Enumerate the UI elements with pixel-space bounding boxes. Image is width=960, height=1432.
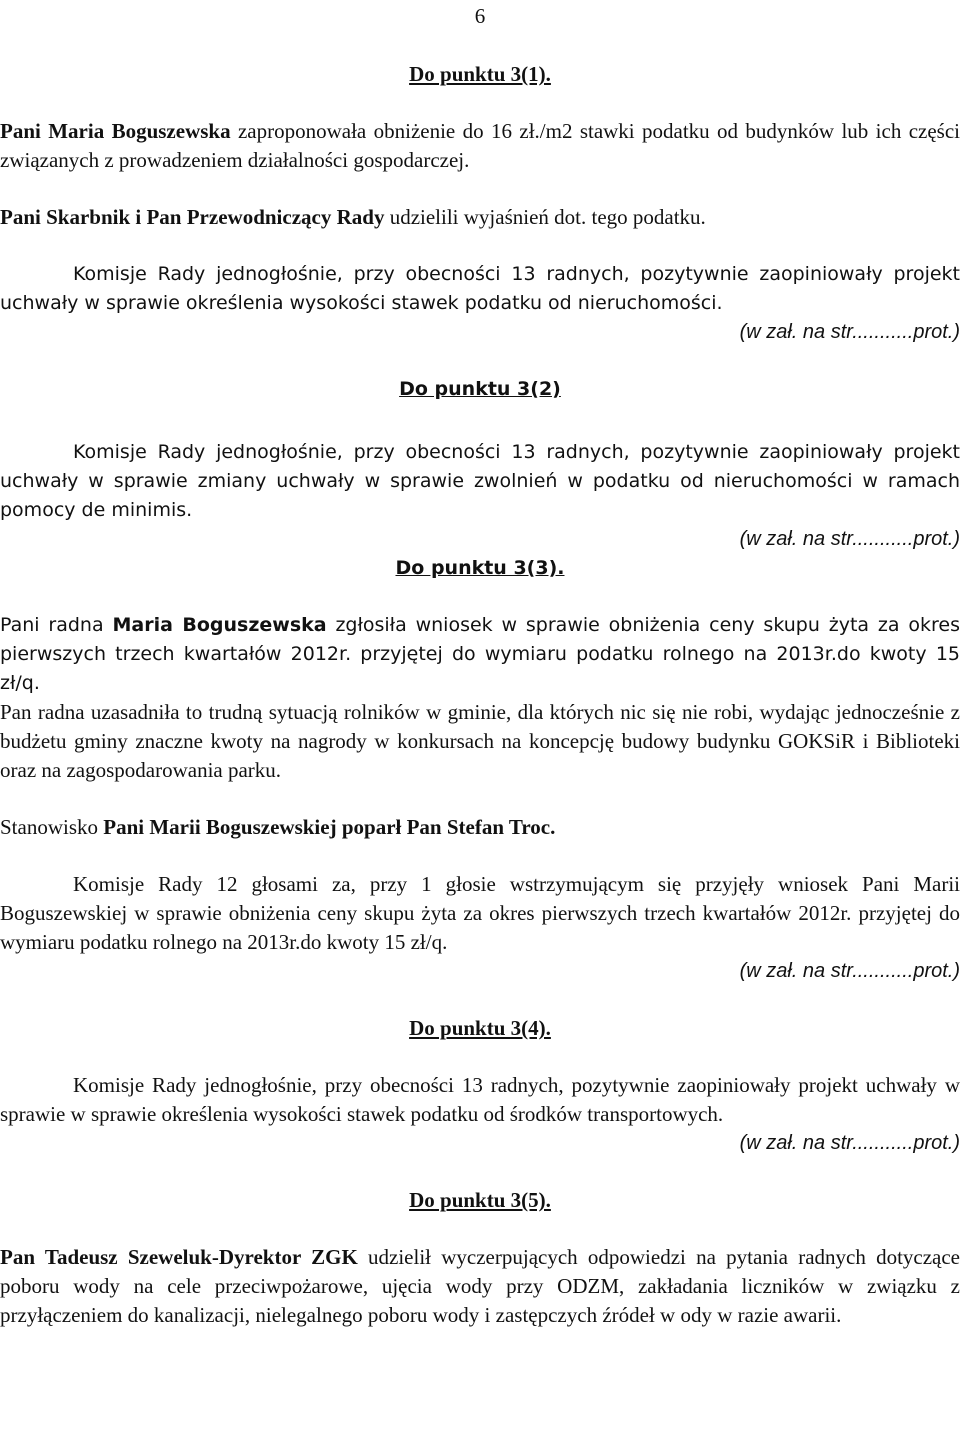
document-body: [0, 60, 960, 1330]
section-heading: Do punktu 3(1).: [409, 62, 551, 86]
person-name: Maria Boguszewska: [112, 614, 327, 636]
person-name: Pani Skarbnik i Pan Przewodniczący Rady: [0, 205, 385, 229]
paragraph-text: udzielili wyjaśnień dot. tego podatku.: [384, 205, 706, 229]
paragraph-text: Stanowisko: [0, 815, 104, 839]
paragraph: [0, 813, 960, 842]
attachment-reference: (w zał. na str...........prot.): [739, 321, 960, 343]
section-heading: Do punktu 3(4).: [409, 1016, 551, 1040]
section-heading: Do punktu 3(3).: [395, 557, 565, 579]
paragraph: [0, 611, 960, 698]
paragraph-bold-text: Pani Marii Boguszewskiej poparł Pan Stefan Troc.: [103, 815, 556, 839]
paragraph: [0, 203, 960, 232]
paragraph: Pan radna uzasadniła to trudną sytuacją rolników w gminie, dla których nic się nie robi, wydając jednocześnie z budżetu gminy znaczne kwoty na nagrody w konkursach na koncepcję budowy budynku GOKSiR i Biblioteki oraz na zagospodarowania parku.: [0, 700, 960, 782]
paragraph: [0, 117, 960, 175]
paragraph: Komisje Rady 12 głosami za, przy 1 głosie wstrzymującym się przyjęły wniosek Pani Marii Boguszewskiej w sprawie obniżenia ceny skupu żyta za okres pierwszych trzech kwartałów 2012r. przyjętej do wymiaru podatku rolnego na 2013r.do kwoty 15 zł/q.: [0, 872, 960, 954]
section-heading: Do punktu 3(2): [399, 378, 561, 400]
paragraph-text: udzielił wyczerpujących odpowiedzi na pytania radnych dotyczące poboru wody na cele przeciwpożarowe, ujęcia wody przy ODZM, zakładania liczników w związku z przyłączeniem do kanalizacji, nielegalnego poboru wody i zastępczych źródeł w ody w razie awarii.: [0, 1245, 960, 1327]
paragraph: Komisje Rady jednogłośnie, przy obecności 13 radnych, pozytywnie zaopiniowały projekt uchwały w sprawie zmiany uchwały w sprawie zwolnień w podatku od nieruchomości w ramach pomocy de minimis.: [0, 441, 960, 521]
person-name: Pani Maria Boguszewska: [0, 119, 231, 143]
paragraph-text: Pani radna: [0, 614, 113, 636]
paragraph-text: zgłosiła wniosek w sprawie obniżenia ceny skupu żyta za okres pierwszych trzech kwartałów 2012r. przyjętej do wymiaru podatku rolnego na 2013r.do kwoty 15 zł/q.: [0, 614, 960, 694]
paragraph: Komisje Rady jednogłośnie, przy obecności 13 radnych, pozytywnie zaopiniowały projekt uchwały w sprawie określenia wysokości stawek podatku od nieruchomości.: [0, 263, 960, 314]
paragraph: Komisje Rady jednogłośnie, przy obecności 13 radnych, pozytywnie zaopiniowały projekt uchwały w sprawie w sprawie określenia wysokości stawek podatku od środków transportowych.: [0, 1073, 960, 1126]
person-name: Pan Tadeusz Szeweluk-Dyrektor ZGK: [0, 1245, 358, 1269]
section-heading: Do punktu 3(5).: [409, 1188, 551, 1212]
attachment-reference: (w zał. na str...........prot.): [739, 1132, 960, 1154]
attachment-reference: (w zał. na str...........prot.): [739, 960, 960, 982]
paragraph-text: zaproponowała obniżenie do 16 zł./m2 stawki podatku od budynków lub ich części związanych z prowadzeniem działalności gospodarczej.: [0, 119, 960, 172]
page-number: 6: [474, 4, 486, 28]
paragraph: [0, 1243, 960, 1330]
attachment-reference: (w zał. na str...........prot.): [739, 528, 960, 550]
